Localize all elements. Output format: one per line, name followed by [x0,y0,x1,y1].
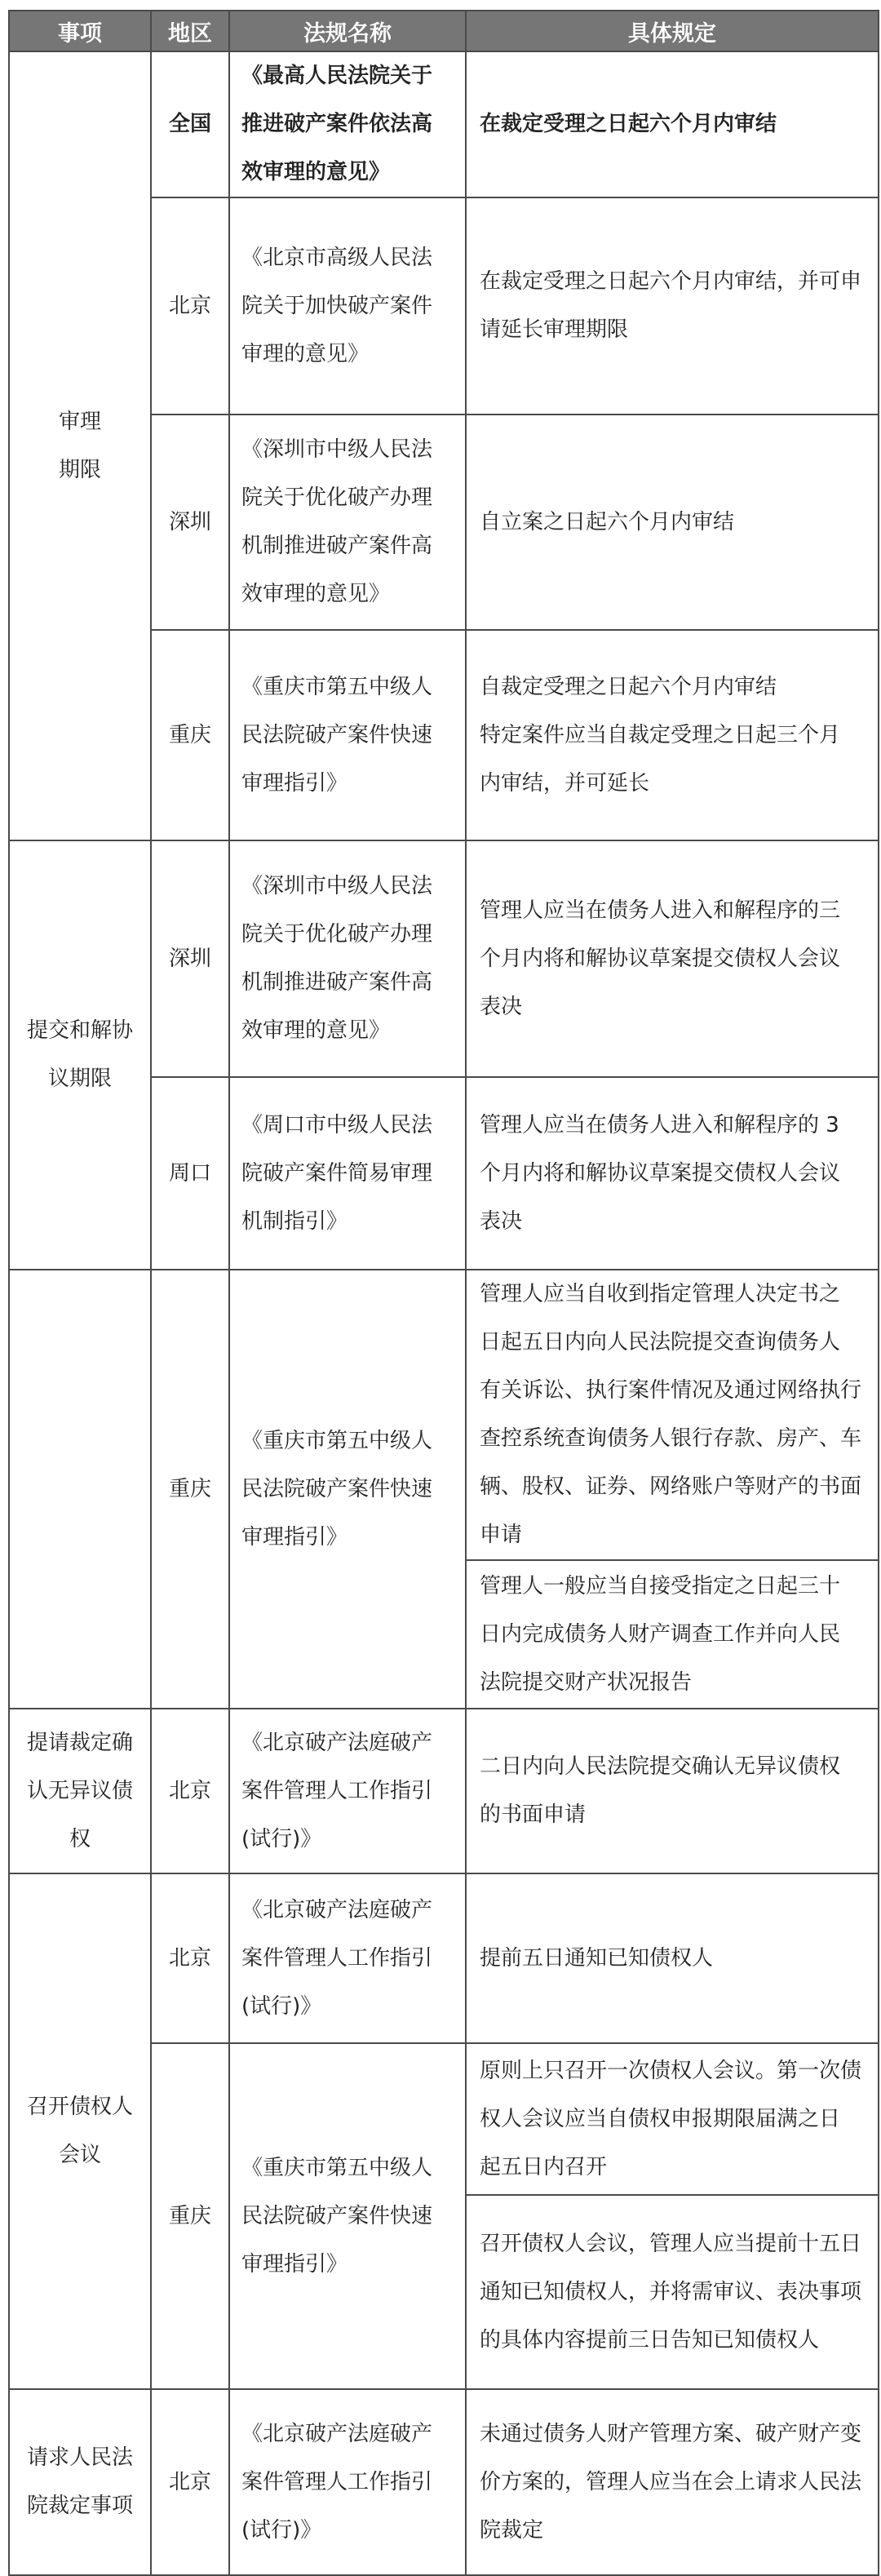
law-cell: 《重庆市第五中级人 民法院破产案件快速 审理指引》 [229,2043,466,2389]
law-cell: 《北京破产法庭破产 案件管理人工作指引 (试行)》 [229,1709,466,1873]
law-cell: 《深圳市中级人民法 院关于优化破产办理 机制推进破产案件高 效审理的意见》 [229,415,466,630]
rule-cell: 提前五日通知已知债权人 [466,1873,879,2043]
header-row [9,11,879,51]
item-cell-creditors-meeting: 召开债权人 会议 [9,1873,151,2389]
law-cell: 《北京破产法庭破产 案件管理人工作指引 (试行)》 [229,1873,466,2043]
rule-cell: 管理人应当在债务人进入和解程序的 3 个月内将和解协议草案提交债权人会议 表决 [466,1077,879,1270]
table-row [9,2389,879,2575]
rule-cell: 原则上只召开一次债权人会议。第一次债 权人会议应当自债权申报期限届满之日 起五日内召开 [466,2043,879,2195]
region-cell: 全国 [151,51,229,197]
region-cell: 重庆 [151,2043,229,2389]
region-cell: 周口 [151,1077,229,1270]
law-cell: 《深圳市中级人民法 院关于优化破产办理 机制推进破产案件高 效审理的意见》 [229,840,466,1077]
region-cell: 深圳 [151,415,229,630]
rule-cell: 管理人应当自收到指定管理人决定书之 日起五日内向人民法院提交查询债务人 有关诉讼、执行案件情况及通过网络执行 查控系统查询债务人银行存款、房产、车 辆、股权、证券、网络账户等财产的书面 申请 [466,1270,879,1560]
region-cell: 北京 [151,1709,229,1873]
item-cell-agreement-period: 提交和解协 议期限 [9,840,151,1270]
law-cell: 《最高人民法院关于 推进破产案件依法高 效审理的意见》 [229,51,466,197]
rule-cell: 自立案之日起六个月内审结 [466,415,879,630]
item-cell-claims-confirmation: 提请裁定确 认无异议债 权 [9,1709,151,1873]
law-cell: 《北京市高级人民法 院关于加快破产案件 审理的意见》 [229,197,466,415]
rule-cell: 二日内向人民法院提交确认无异议债权 的书面申请 [466,1709,879,1873]
item-cell-empty [9,1270,151,1709]
item-cell-request-ruling: 请求人民法 院裁定事项 [9,2389,151,2575]
law-cell: 《重庆市第五中级人 民法院破产案件快速 审理指引》 [229,1270,466,1709]
region-cell: 北京 [151,197,229,415]
header-region: 地区 [151,11,229,51]
region-cell: 深圳 [151,840,229,1077]
law-cell: 《重庆市第五中级人 民法院破产案件快速 审理指引》 [229,630,466,840]
rule-cell: 在裁定受理之日起六个月内审结 [466,51,879,197]
rule-cell: 未通过债务人财产管理方案、破产财产变 价方案的，管理人应当在会上请求人民法 院裁定 [466,2389,879,2575]
region-cell: 重庆 [151,630,229,840]
law-cell: 《周口市中级人民法 院破产案件简易审理 机制指引》 [229,1077,466,1270]
header-item: 事项 [9,11,151,51]
header-rule: 具体规定 [466,11,879,51]
table-row [9,1709,879,1873]
table-row [9,51,879,197]
regulations-table [8,10,879,2576]
rule-cell: 管理人一般应当自接受指定之日起三十 日内完成债务人财产调查工作并向人民 法院提交财产状况报告 [466,1560,879,1709]
law-cell: 《北京破产法庭破产 案件管理人工作指引 (试行)》 [229,2389,466,2575]
rule-cell: 自裁定受理之日起六个月内审结 特定案件应当自裁定受理之日起三个月 内审结，并可延长 [466,630,879,840]
region-cell: 重庆 [151,1270,229,1709]
rule-cell: 管理人应当在债务人进入和解程序的三 个月内将和解协议草案提交债权人会议 表决 [466,840,879,1077]
region-cell: 北京 [151,2389,229,2575]
table-row [9,1873,879,2043]
rule-cell: 在裁定受理之日起六个月内审结，并可申 请延长审理期限 [466,197,879,415]
rule-cell: 召开债权人会议，管理人应当提前十五日 通知已知债权人，并将需审议、表决事项 的具体内容提前三日告知已知债权人 [466,2195,879,2389]
item-cell-trial-period: 审理 期限 [9,51,151,840]
region-cell: 北京 [151,1873,229,2043]
table-row [9,840,879,1077]
table-row [9,1270,879,1560]
header-law: 法规名称 [229,11,466,51]
